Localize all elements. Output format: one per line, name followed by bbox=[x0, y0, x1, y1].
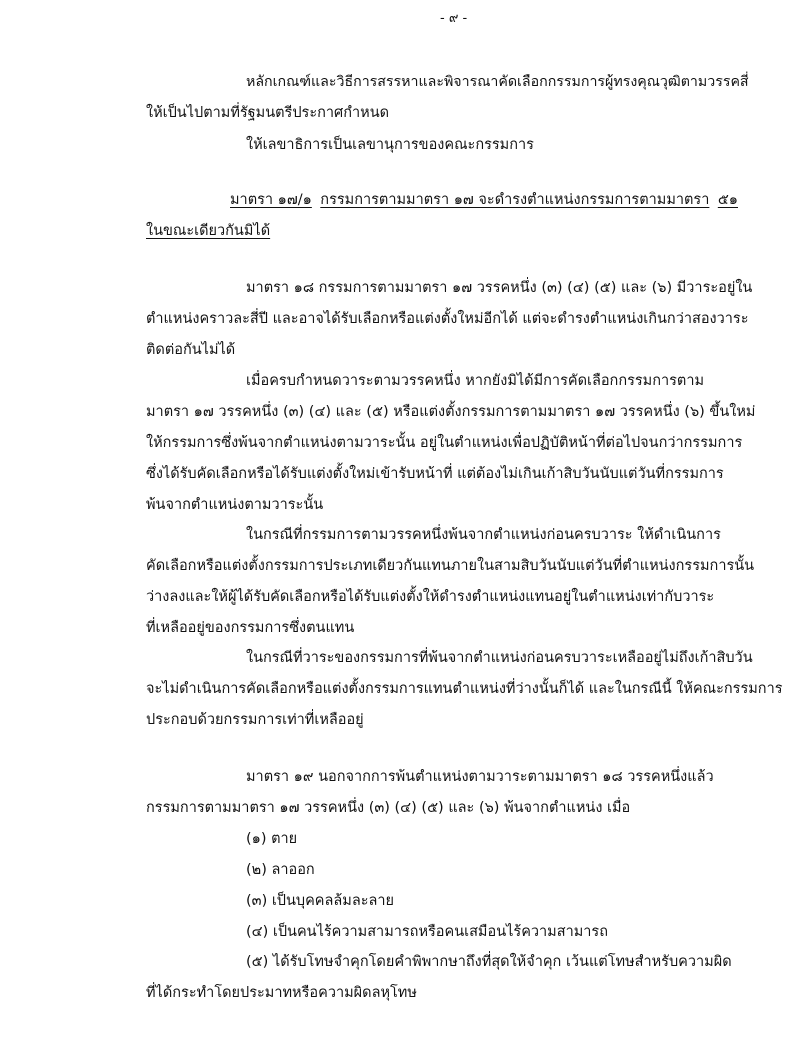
section-18-line: ประกอบด้วยกรรมการเท่าที่เหลืออยู่ bbox=[146, 712, 364, 728]
list-item-cont: ที่ได้กระทำโดยประมาทหรือความผิดลหุโทษ bbox=[146, 985, 417, 1001]
paragraph-line: หลักเกณฑ์และวิธีการสรรหาและพิจารณาคัดเลือกกรรมการผู้ทรงคุณวุฒิตามวรรคสี่ bbox=[246, 74, 749, 90]
paragraph-line: ให้เป็นไปตามที่รัฐมนตรีประกาศกำหนด bbox=[146, 105, 390, 121]
page-number: - ๙ - bbox=[440, 11, 468, 26]
section-18-line: เมื่อครบกำหนดวาระตามวรรคหนึ่ง หากยังมิได้มีการคัดเลือกกรรมการตาม bbox=[246, 373, 705, 389]
section-heading-17-1 bbox=[230, 190, 738, 210]
section-19-line: กรรมการตามมาตรา ๑๗ วรรคหนึ่ง (๓) (๔) (๕) และ (๖) พ้นจากตำแหน่ง เมื่อ bbox=[146, 800, 631, 816]
heading-part: มาตรา ๑๗/๑ bbox=[230, 192, 312, 208]
section-18-line: ตำแหน่งคราวละสี่ปี และอาจได้รับเลือกหรือแต่งตั้งใหม่อีกได้ แต่จะดำรงตำแหน่งเกินกว่าสองวาระ bbox=[146, 311, 749, 327]
section-18-line: มาตรา ๑๘ กรรมการตามมาตรา ๑๗ วรรคหนึ่ง (๓) (๔) (๕) และ (๖) มีวาระอยู่ใน bbox=[246, 280, 753, 296]
heading-part: กรรมการตามมาตรา ๑๗ จะดำรงตำแหน่งกรรมการตามมาตรา bbox=[320, 192, 710, 208]
list-item: (๔) เป็นคนไร้ความสามารถหรือคนเสมือนไร้ความสามารถ bbox=[246, 924, 608, 940]
section-18-line: ที่เหลืออยู่ของกรรมการซึ่งตนแทน bbox=[146, 620, 355, 636]
list-item: (๓) เป็นบุคคลล้มละลาย bbox=[246, 893, 395, 909]
section-19-line: มาตรา ๑๙ นอกจากการพ้นตำแหน่งตามวาระตามมาตรา ๑๘ วรรคหนึ่งแล้ว bbox=[246, 769, 714, 785]
section-18-line: พ้นจากตำแหน่งตามวาระนั้น bbox=[146, 497, 324, 513]
section-heading-17-1-cont: ในขณะเดียวกันมิได้ bbox=[146, 223, 271, 239]
section-18-line: ซึ่งได้รับคัดเลือกหรือได้รับแต่งตั้งใหม่เข้ารับหน้าที่ แต่ต้องไม่เกินเก้าสิบวันนับแต่วันที่กรรมการ bbox=[146, 466, 724, 482]
list-item: (๒) ลาออก bbox=[246, 862, 315, 878]
section-18-line: คัดเลือกหรือแต่งตั้งกรรมการประเภทเดียวกันแทนภายในสามสิบวันนับแต่วันที่ตำแหน่งกรรมการนั้น bbox=[146, 558, 755, 574]
section-18-line: จะไม่ดำเนินการคัดเลือกหรือแต่งตั้งกรรมการแทนตำแหน่งที่ว่างนั้นก็ได้ และในกรณีนี้ ให้คณะกรรมการ bbox=[146, 681, 783, 697]
section-18-line: ในกรณีที่วาระของกรรมการที่พ้นจากตำแหน่งก่อนครบวาระเหลืออยู่ไม่ถึงเก้าสิบวัน bbox=[246, 650, 753, 666]
list-item: (๑) ตาย bbox=[246, 831, 298, 847]
section-18-line: ว่างลงและให้ผู้ได้รับคัดเลือกหรือได้รับแต่งตั้งให้ดำรงตำแหน่งแทนอยู่ในตำแหน่งเท่ากับวาระ bbox=[146, 589, 715, 605]
section-18-line: มาตรา ๑๗ วรรคหนึ่ง (๓) (๔) และ (๕) หรือแต่งตั้งกรรมการตามมาตรา ๑๗ วรรคหนึ่ง (๖) ขึ้นใหม่ bbox=[146, 404, 756, 420]
list-item: (๕) ได้รับโทษจำคุกโดยคำพิพากษาถึงที่สุดให้จำคุก เว้นแต่โทษสำหรับความผิด bbox=[246, 954, 732, 970]
heading-part: ๕๑ bbox=[717, 192, 738, 208]
section-18-line: ให้กรรมการซึ่งพ้นจากตำแหน่งตามวาระนั้น อยู่ในตำแหน่งเพื่อปฏิบัติหน้าที่ต่อไปจนกว่ากรรมการ bbox=[146, 435, 743, 451]
section-18-line: ในกรณีที่กรรมการตามวรรคหนึ่งพ้นจากตำแหน่งก่อนครบวาระ ให้ดำเนินการ bbox=[246, 527, 721, 543]
paragraph-line: ให้เลขาธิการเป็นเลขานุการของคณะกรรมการ bbox=[246, 137, 534, 153]
section-18-line: ติดต่อกันไม่ได้ bbox=[146, 342, 236, 358]
